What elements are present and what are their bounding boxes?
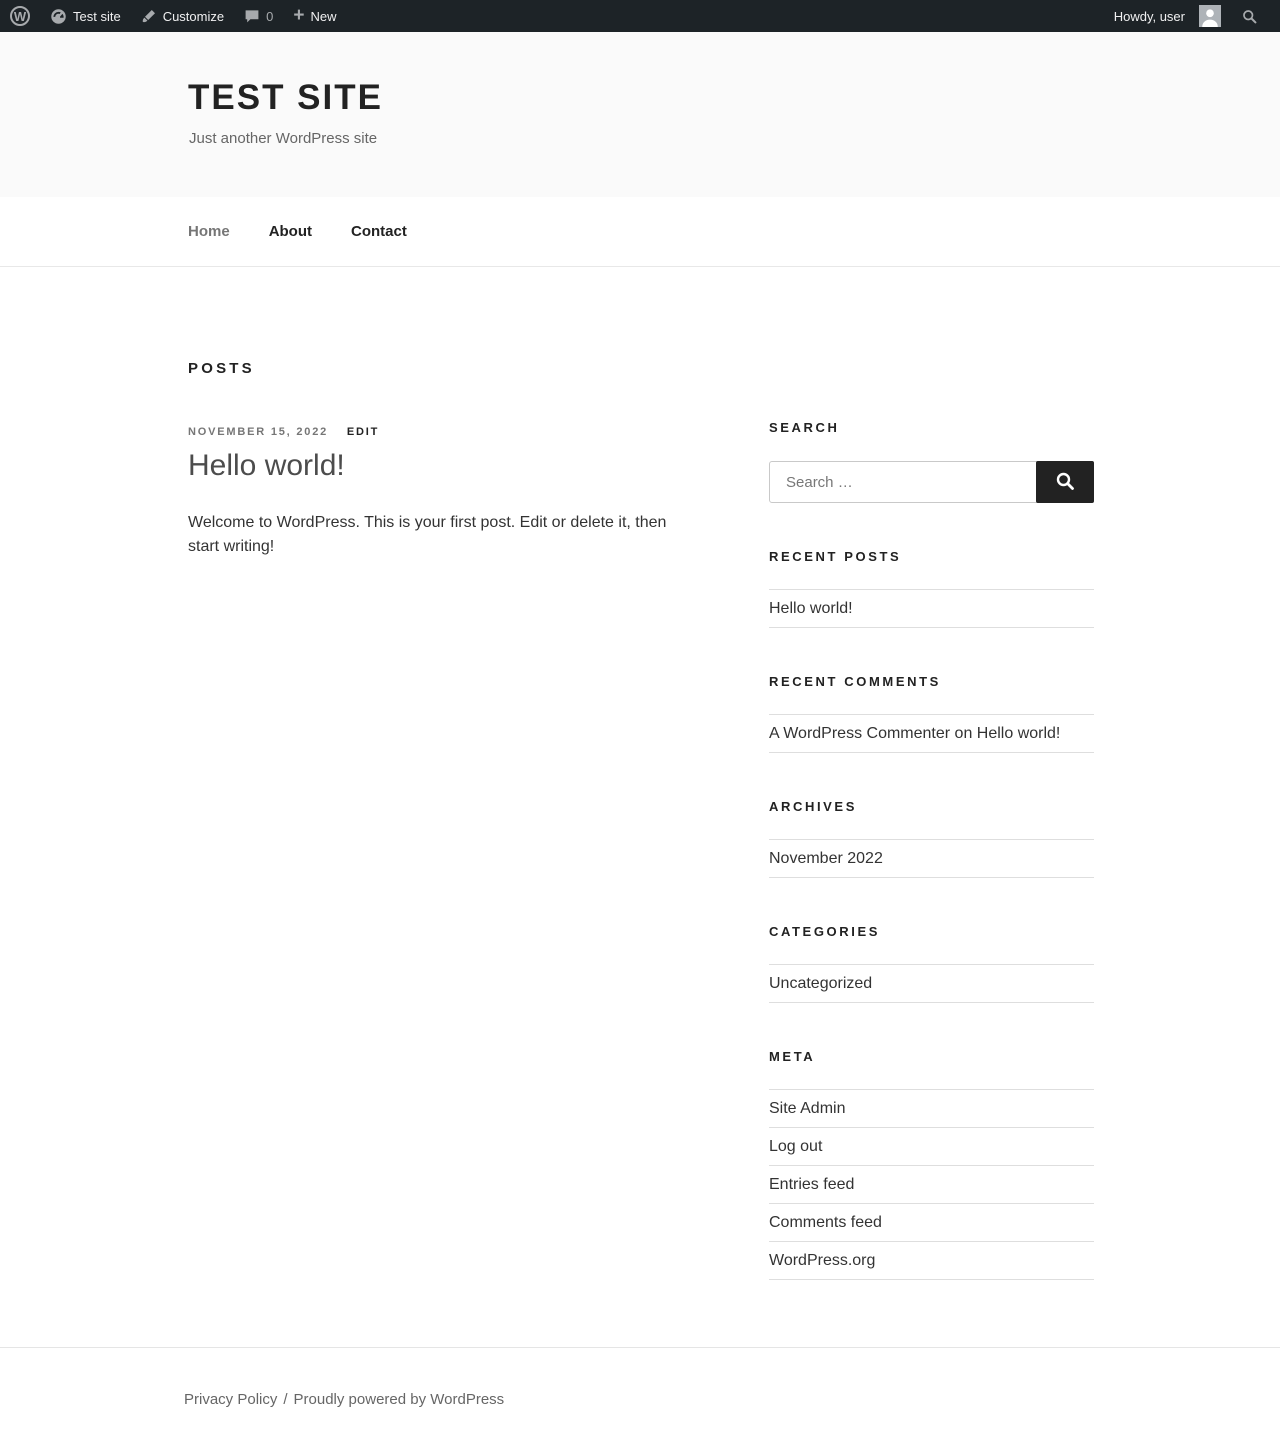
site-admin-link[interactable]: Site Admin: [769, 1100, 846, 1117]
post-meta: [188, 426, 684, 438]
post-date-link[interactable]: NOVEMBER 15, 2022: [188, 426, 329, 438]
admin-search-button[interactable]: [1231, 0, 1268, 32]
post-article: [188, 426, 684, 559]
admin-bar-site-name[interactable]: [40, 0, 131, 32]
customize-brush-icon: [141, 8, 157, 24]
new-content-button[interactable]: [283, 0, 346, 32]
recent-posts-title: RECENT POSTS: [769, 549, 902, 564]
comments-bubble-icon: [244, 8, 260, 24]
post-body: Welcome to WordPress. This is your first post. Edit or delete it, then start writing!: [188, 514, 667, 555]
search-button-icon: [1054, 470, 1076, 495]
post-title-link[interactable]: Hello world!: [188, 449, 345, 482]
recent-post-link[interactable]: Hello world!: [769, 600, 853, 617]
site-title[interactable]: TEST SITE: [188, 78, 383, 117]
meta-title: META: [769, 1049, 816, 1064]
new-label: New: [310, 8, 337, 24]
post-edit-link[interactable]: EDIT: [346, 426, 380, 438]
list-item: [769, 1242, 1094, 1280]
avatar: [1199, 5, 1221, 27]
posts-column: [188, 360, 684, 1347]
search-widget: [769, 420, 1094, 503]
list-item: [769, 840, 1094, 878]
wordpress-logo-icon: W: [10, 6, 30, 26]
nav-item-contact[interactable]: Contact: [351, 223, 407, 240]
howdy-label: Howdy, user: [1113, 8, 1185, 24]
comments-feed-link[interactable]: Comments feed: [769, 1214, 882, 1231]
plus-icon: +: [293, 4, 305, 26]
content-area: [0, 267, 1280, 1347]
recent-comments-widget: [769, 674, 1094, 753]
nav-item-about[interactable]: About: [268, 223, 313, 240]
meta-list: [769, 1089, 1094, 1280]
site-name-label: Test site: [73, 8, 121, 24]
category-link[interactable]: Uncategorized: [769, 975, 873, 992]
comment-post-link[interactable]: Hello world!: [976, 725, 1061, 742]
site-tagline: Just another WordPress site: [189, 130, 378, 147]
recent-posts-list: [769, 589, 1094, 628]
main-navigation: [0, 197, 1280, 267]
search-submit-button[interactable]: [1036, 461, 1094, 503]
list-item: [769, 715, 1094, 753]
howdy-user-menu[interactable]: [1104, 0, 1231, 32]
search-form: [769, 461, 1094, 503]
log-out-link[interactable]: Log out: [769, 1138, 823, 1155]
categories-widget: [769, 924, 1094, 1003]
admin-bar: [0, 0, 1280, 32]
posts-section-title: POSTS: [188, 360, 255, 377]
recent-posts-widget: [769, 549, 1094, 628]
archives-widget: [769, 799, 1094, 878]
wordpress-logo-button[interactable]: [0, 0, 40, 32]
site-footer: [0, 1347, 1280, 1445]
customize-button[interactable]: [131, 0, 234, 32]
categories-list: [769, 964, 1094, 1003]
nav-item-home[interactable]: Home: [188, 223, 230, 240]
archives-title: ARCHIVES: [769, 799, 857, 814]
recent-comments-list: [769, 714, 1094, 753]
admin-bar-left: [0, 0, 346, 32]
wordpress-org-link[interactable]: WordPress.org: [769, 1252, 876, 1269]
list-item: [769, 965, 1094, 1003]
categories-title: CATEGORIES: [769, 924, 880, 939]
sidebar: [769, 360, 1094, 1347]
list-item: [769, 1204, 1094, 1242]
dashboard-icon: [50, 8, 67, 25]
list-item: [769, 590, 1094, 628]
recent-comments-title: RECENT COMMENTS: [769, 674, 941, 689]
archives-list: [769, 839, 1094, 878]
admin-bar-right: [1104, 0, 1268, 32]
list-item: [769, 1166, 1094, 1204]
comment-connector: on: [950, 725, 977, 742]
privacy-policy-link[interactable]: Privacy Policy: [184, 1391, 278, 1408]
entries-feed-link[interactable]: Entries feed: [769, 1176, 855, 1193]
footer-separator: /: [283, 1391, 288, 1408]
list-item: [769, 1090, 1094, 1128]
comments-button[interactable]: [234, 0, 283, 32]
comment-author-link[interactable]: A WordPress Commenter: [769, 725, 951, 742]
meta-widget: [769, 1049, 1094, 1280]
powered-by-link[interactable]: Proudly powered by WordPress: [293, 1391, 505, 1408]
archive-link[interactable]: November 2022: [769, 850, 883, 867]
comments-count: 0: [266, 8, 274, 24]
search-icon: [1241, 8, 1258, 25]
search-widget-title: SEARCH: [769, 420, 840, 435]
site-header: [0, 32, 1280, 197]
customize-label: Customize: [162, 8, 225, 24]
list-item: [769, 1128, 1094, 1166]
